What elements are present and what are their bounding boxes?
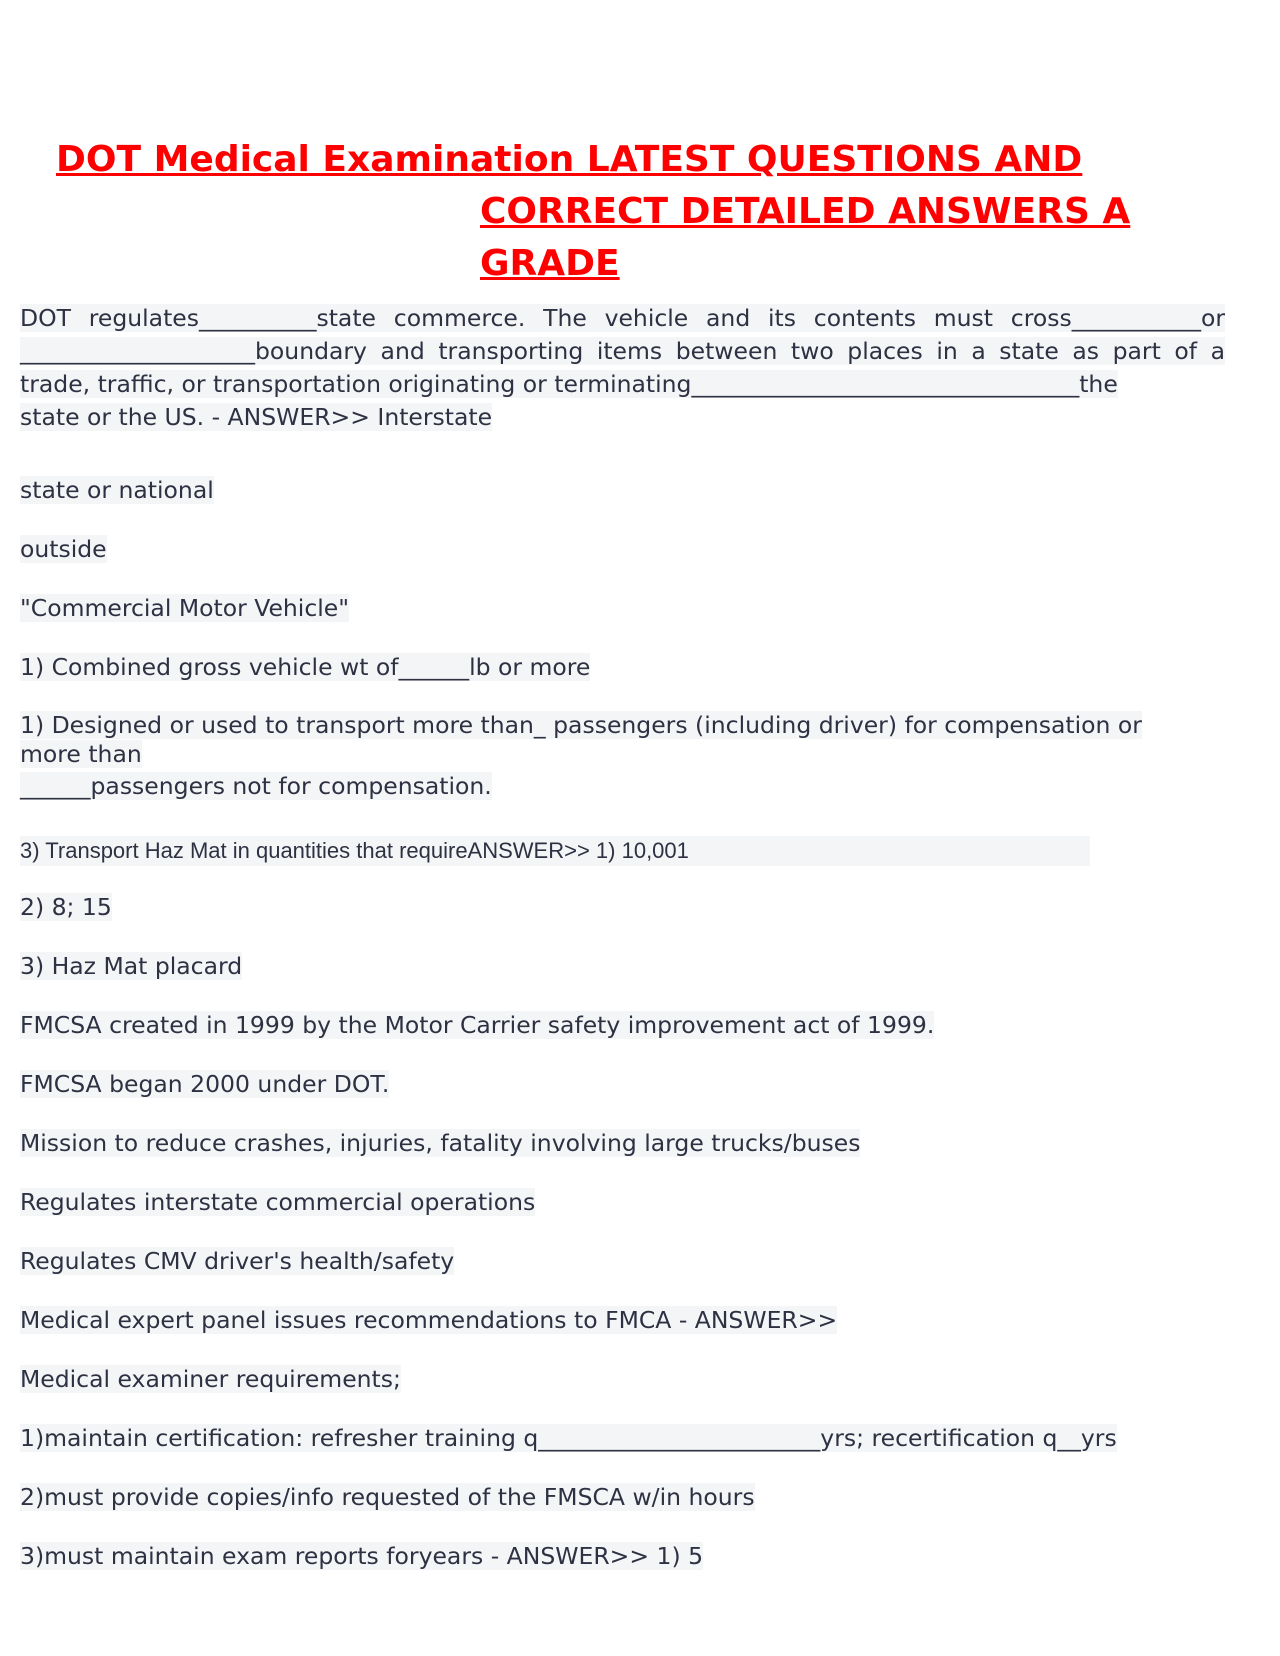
document-title-line-3: GRADE	[480, 243, 620, 284]
question-interstate-line-4: state or the US. - ANSWER>> Interstate	[20, 403, 493, 431]
fmcsa-mission: Mission to reduce crashes, injuries, fatality involving large trucks/buses	[20, 1129, 861, 1157]
cmv-item-hazmat: 3) Transport Haz Mat in quantities that requireANSWER>> 1) 10,001	[20, 836, 1090, 866]
question-interstate-line-2: ____________________boundary and transporting items between two places in a state as part of a	[20, 337, 1225, 365]
cmv-item-weight: 1) Combined gross vehicle wt of______lb or more	[20, 653, 591, 681]
answer-outside: outside	[20, 535, 107, 563]
question-interstate-block	[20, 302, 1225, 434]
cmv-item-passengers-line-1: 1) Designed or used to transport more than_ passengers (including driver) for compensation or	[20, 711, 1142, 739]
answer-hazmat-placard: 3) Haz Mat placard	[20, 952, 243, 980]
medical-examiner-item-certification: 1)maintain certification: refresher training q________________________yrs; recertification q__yrs	[20, 1424, 1117, 1452]
question-interstate-line-1: DOT regulates__________state commerce. The vehicle and its contents must cross___________or	[20, 304, 1225, 332]
fmcsa-regulates-operations: Regulates interstate commercial operations	[20, 1188, 536, 1216]
document-title-line-1: DOT Medical Examination LATEST QUESTIONS AND	[56, 139, 1083, 180]
document-title-line-2: CORRECT DETAILED ANSWERS A	[480, 191, 1131, 232]
cmv-item-passengers-block	[20, 710, 1142, 804]
fmcsa-medical-panel: Medical expert panel issues recommendations to FMCA - ANSWER>>	[20, 1306, 838, 1334]
answer-state-or-national: state or national	[20, 476, 214, 504]
fmcsa-began: FMCSA began 2000 under DOT.	[20, 1070, 390, 1098]
answer-passengers: 2) 8; 15	[20, 893, 112, 921]
fmcsa-created: FMCSA created in 1999 by the Motor Carrier safety improvement act of 1999.	[20, 1011, 935, 1039]
cmv-heading: "Commercial Motor Vehicle"	[20, 594, 350, 622]
fmcsa-regulates-health: Regulates CMV driver's health/safety	[20, 1247, 455, 1275]
question-interstate-line-3: trade, traffic, or transportation originating or terminating_________________________________the	[20, 370, 1118, 398]
cmv-item-passengers-line-3: ______passengers not for compensation.	[20, 772, 492, 800]
medical-examiner-heading: Medical examiner requirements;	[20, 1365, 401, 1393]
cmv-item-passengers-line-2: more than	[20, 740, 142, 768]
medical-examiner-item-reports: 3)must maintain exam reports foryears - ANSWER>> 1) 5	[20, 1542, 704, 1570]
medical-examiner-item-copies: 2)must provide copies/info requested of the FMSCA w/in hours	[20, 1483, 755, 1511]
